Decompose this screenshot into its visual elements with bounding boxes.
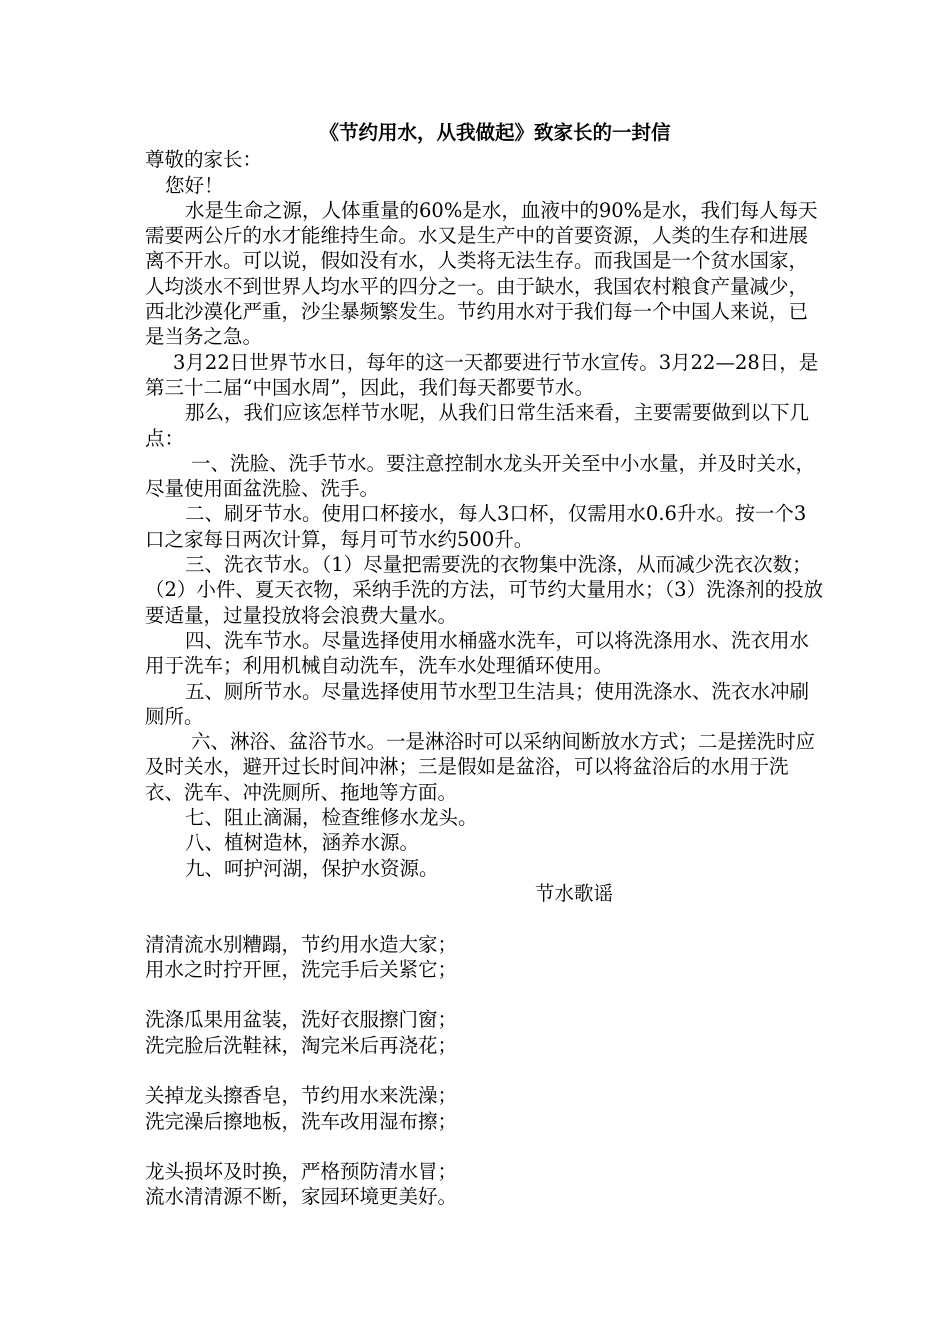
song-line: 清清流水别糟蹋，节约用水造大家；: [145, 932, 458, 956]
tip-item-9: 九、呵护河湖，保护水资源。: [185, 856, 439, 880]
song-line: 用水之时拧开匣，洗完手后关紧它；: [145, 957, 458, 981]
spacer: [145, 906, 825, 931]
paragraph-how-to-save: 那么，我们应该怎样节水呢，从我们日常生活来看，主要需要做到以下几点：: [145, 401, 810, 450]
spacer: [145, 982, 825, 1007]
spacer: [145, 1058, 825, 1083]
tip-item-1: 一、洗脸、洗手节水。要注意控制水龙头开关至中小水量，并及时关水，尽量使用面盆洗脸、洗手。: [145, 451, 816, 501]
tip-item-3: 三、洗衣节水。（1）尽量把需要洗的衣物集中洗涤，从而减少洗衣次数；（2）小件、夏天衣物，采纳手洗的方法，可节约大量用水；（3）洗涤剂的投放要适量，过量投放将会浪费大量水。: [145, 553, 824, 627]
paragraph-water-day: 3月22日世界节水日，每年的这一天都要进行节水宣传。3月22—28日，是第三十二届“中国水周”，因此，我们每天都要节水。: [145, 350, 819, 399]
song-title: 节水歌谣: [535, 881, 614, 905]
greeting: 您好！: [165, 173, 224, 197]
salutation: 尊敬的家长：: [145, 148, 263, 172]
tip-item-8: 八、植树造林，涵养水源。: [185, 831, 420, 855]
letter-title: 《节约用水，从我做起》致家长的一封信: [319, 121, 671, 144]
song-line: 洗完澡后擦地板，洗车改用湿布擦；: [145, 1109, 458, 1133]
song-line: 关掉龙头擦香皂，节约用水来洗澡；: [145, 1084, 458, 1108]
spacer: [145, 1134, 825, 1159]
tip-item-4: 四、洗车节水。尽量选择使用水桶盛水洗车，可以将洗涤用水、洗衣用水用于洗车；利用机械自动洗车，洗车水处理循环使用。: [145, 628, 810, 678]
tip-item-5: 五、厕所节水。尽量选择使用节水型卫生洁具；使用洗涤水、洗衣水冲刷厕所。: [145, 679, 810, 728]
song-line: 洗完脸后洗鞋袜，淘完米后再浇花；: [145, 1033, 458, 1057]
tip-item-6: 六、淋浴、盆浴节水。一是淋浴时可以采纳间断放水方式；二是搓洗时应及时关水，避开过长时间冲淋；三是假如是盆浴，可以将盆浴后的水用于洗衣、洗车、冲洗厕所、拖地等方面。: [145, 730, 816, 804]
song-line: 流水清清源不断，家园环境更美好。: [145, 1185, 458, 1209]
tip-item-2: 二、刷牙节水。使用口杯接水，每人3口杯，仅需用水0.6升水。按一个3口之家每日两次计算，每月可节水约500升。: [145, 502, 807, 551]
song-line: 龙头损坏及时换，严格预防清水冒；: [145, 1160, 458, 1184]
paragraph-intro: 水是生命之源，人体重量的60%是水，血液中的90%是水，我们每人每天需要两公斤的水才能维持生命。水又是生产中的首要资源，人类的生存和进展离不开水。可以说，假如没有水，人类将无法生存。而我国是一个贫水国家，人均淡水不到世界人均水平的四分之一。由于缺水，我国农村粮食产量减少，西北沙漠化严重，沙尘暴频繁发生。节约用水对于我们每一个中国人来说，已是当务之急。: [145, 198, 818, 349]
tip-item-7: 七、阻止滴漏，检查维修水龙头。: [185, 806, 478, 830]
song-line: 洗涤瓜果用盆装，洗好衣服擦门窗；: [145, 1008, 458, 1032]
document-page: [145, 120, 825, 1210]
